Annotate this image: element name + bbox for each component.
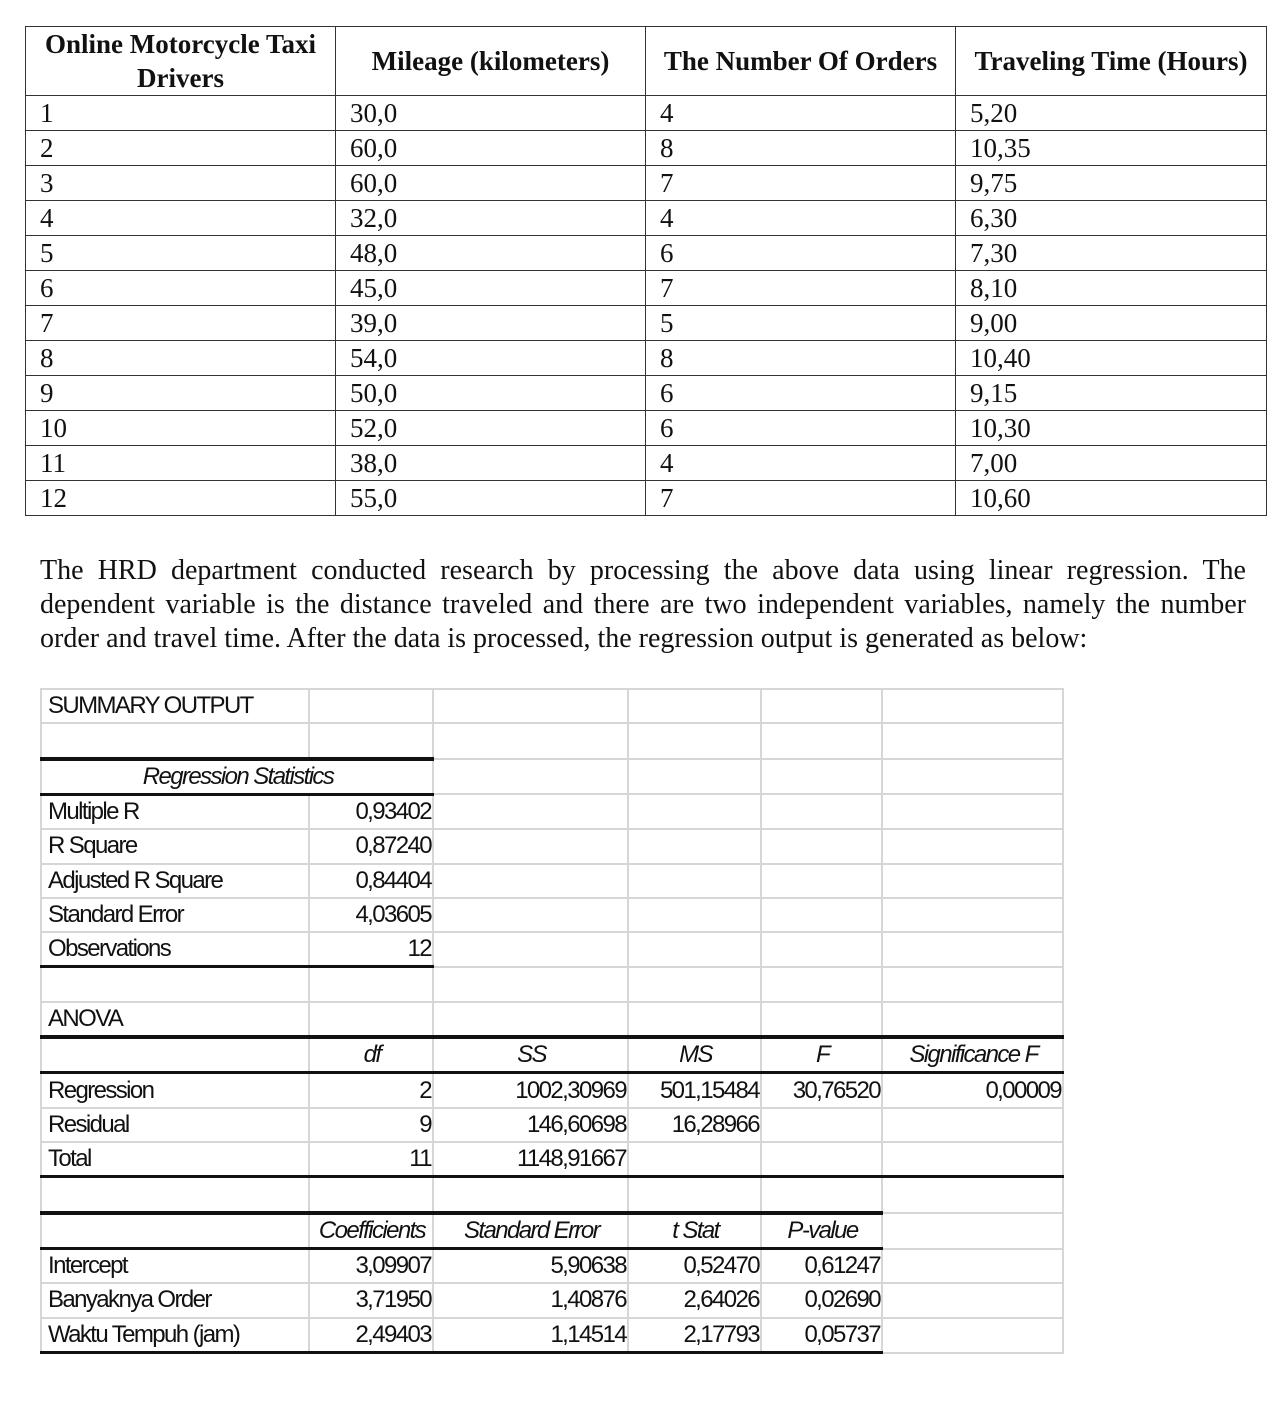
anova-df: 2 (309, 1073, 433, 1108)
sheet-row (41, 1283, 1063, 1317)
anova-header-ss: SS (433, 1037, 628, 1073)
mileage-cell: 30,0 (336, 96, 646, 131)
empty-cell (309, 689, 433, 723)
empty-cell (433, 689, 628, 723)
travel-time-cell: 9,75 (956, 166, 1267, 201)
anova-row-label: Residual (41, 1108, 309, 1142)
orders-cell: 4 (646, 96, 956, 131)
empty-cell (882, 759, 1063, 795)
driver-number: 10 (26, 411, 336, 446)
driver-number: 9 (26, 376, 336, 411)
sheet-row (41, 1142, 1063, 1177)
coef-standard-error: 1,14514 (433, 1318, 628, 1353)
driver-number: 7 (26, 306, 336, 341)
anova-ms: 501,15484 (628, 1073, 761, 1108)
anova-row-label: Total (41, 1142, 309, 1177)
coef-row-label: Waktu Tempuh (jam) (41, 1318, 309, 1353)
orders-cell: 6 (646, 411, 956, 446)
stat-label: R Square (41, 829, 309, 863)
empty-cell (628, 864, 761, 898)
mileage-cell: 32,0 (336, 201, 646, 236)
anova-f (761, 1142, 882, 1177)
travel-time-cell: 7,00 (956, 446, 1267, 481)
mileage-cell: 50,0 (336, 376, 646, 411)
anova-ss: 146,60698 (433, 1108, 628, 1142)
orders-cell: 7 (646, 271, 956, 306)
empty-cell (882, 1249, 1063, 1284)
orders-cell: 5 (646, 306, 956, 341)
sheet-row (41, 794, 1063, 829)
travel-time-cell: 5,20 (956, 96, 1267, 131)
empty-cell (761, 759, 882, 795)
stat-value: 0,87240 (309, 829, 433, 863)
empty-cell (433, 1002, 628, 1037)
empty-cell (882, 689, 1063, 723)
driver-number: 11 (26, 446, 336, 481)
mileage-cell: 45,0 (336, 271, 646, 306)
empty-cell (882, 723, 1063, 758)
empty-cell (761, 1177, 882, 1213)
travel-time-cell: 10,40 (956, 341, 1267, 376)
driver-number: 6 (26, 271, 336, 306)
table-row (26, 236, 1267, 271)
sheet-row (41, 1002, 1063, 1037)
coef-standard-error: 1,40876 (433, 1283, 628, 1317)
regression-statistics-heading: Regression Statistics (41, 759, 433, 795)
anova-df: 11 (309, 1142, 433, 1177)
sheet-row (41, 898, 1063, 932)
empty-cell (882, 1283, 1063, 1317)
anova-row-label: Regression (41, 1073, 309, 1108)
orders-cell: 4 (646, 446, 956, 481)
sheet-row (41, 1318, 1063, 1353)
empty-cell (309, 1177, 433, 1213)
coef-p-value: 0,61247 (761, 1249, 882, 1284)
driver-number: 4 (26, 201, 336, 236)
empty-cell (433, 794, 628, 829)
travel-time-cell: 10,30 (956, 411, 1267, 446)
driver-number: 8 (26, 341, 336, 376)
orders-cell: 8 (646, 131, 956, 166)
table-row (26, 376, 1267, 411)
anova-significance-f (882, 1108, 1063, 1142)
empty-cell (882, 932, 1063, 967)
sheet-row (41, 1108, 1063, 1142)
coef-header-standard-error: Standard Error (433, 1213, 628, 1249)
stat-value: 0,84404 (309, 864, 433, 898)
coef-value: 2,49403 (309, 1318, 433, 1353)
travel-time-cell: 7,30 (956, 236, 1267, 271)
empty-cell (882, 1318, 1063, 1353)
driver-number: 1 (26, 96, 336, 131)
empty-cell (628, 759, 761, 795)
coef-header-p-value: P-value (761, 1213, 882, 1249)
empty-cell (41, 967, 309, 1002)
mileage-cell: 39,0 (336, 306, 646, 341)
empty-cell (628, 829, 761, 863)
table-row (26, 201, 1267, 236)
empty-cell (433, 967, 628, 1002)
anova-header-ms: MS (628, 1037, 761, 1073)
table-header-row (26, 27, 1267, 96)
stat-value: 12 (309, 932, 433, 967)
mileage-cell: 55,0 (336, 481, 646, 516)
empty-cell (309, 723, 433, 758)
orders-cell: 7 (646, 481, 956, 516)
coef-row-label: Intercept (41, 1249, 309, 1284)
header-orders: The Number Of Orders (646, 27, 956, 96)
table-row (26, 131, 1267, 166)
empty-cell (41, 1213, 309, 1249)
anova-ms (628, 1142, 761, 1177)
mileage-cell: 38,0 (336, 446, 646, 481)
stat-label: Adjusted R Square (41, 864, 309, 898)
driver-data-table (25, 26, 1267, 516)
empty-cell (41, 1177, 309, 1213)
empty-cell (433, 932, 628, 967)
sheet-row (41, 1177, 1063, 1213)
empty-cell (761, 829, 882, 863)
header-mileage: Mileage (kilometers) (336, 27, 646, 96)
empty-cell (628, 1002, 761, 1037)
empty-cell (882, 794, 1063, 829)
empty-cell (433, 864, 628, 898)
anova-header-df: df (309, 1037, 433, 1073)
coef-t-stat: 2,64026 (628, 1283, 761, 1317)
mileage-cell: 48,0 (336, 236, 646, 271)
sheet-row (41, 1037, 1063, 1073)
empty-cell (761, 967, 882, 1002)
header-drivers: Online Motorcycle Taxi Drivers (26, 27, 336, 96)
empty-cell (761, 932, 882, 967)
sheet-row (41, 689, 1063, 723)
travel-time-cell: 10,35 (956, 131, 1267, 166)
driver-number: 3 (26, 166, 336, 201)
orders-cell: 6 (646, 376, 956, 411)
anova-ss: 1002,30969 (433, 1073, 628, 1108)
travel-time-cell: 8,10 (956, 271, 1267, 306)
stat-value: 4,03605 (309, 898, 433, 932)
anova-f: 30,76520 (761, 1073, 882, 1108)
driver-number: 2 (26, 131, 336, 166)
orders-cell: 4 (646, 201, 956, 236)
empty-cell (761, 723, 882, 758)
orders-cell: 6 (646, 236, 956, 271)
stat-label: Multiple R (41, 794, 309, 829)
coef-p-value: 0,02690 (761, 1283, 882, 1317)
empty-cell (882, 1177, 1063, 1213)
driver-number: 5 (26, 236, 336, 271)
table-row (26, 96, 1267, 131)
empty-cell (41, 723, 309, 758)
regression-summary-sheet (40, 688, 1064, 1354)
travel-time-cell: 9,00 (956, 306, 1267, 341)
sheet-row (41, 829, 1063, 863)
travel-time-cell: 10,60 (956, 481, 1267, 516)
empty-cell (761, 794, 882, 829)
table-row (26, 166, 1267, 201)
empty-cell (882, 1213, 1063, 1249)
sheet-row (41, 1249, 1063, 1284)
empty-cell (628, 1177, 761, 1213)
anova-header-f: F (761, 1037, 882, 1073)
sheet-row (41, 1073, 1063, 1108)
anova-ms: 16,28966 (628, 1108, 761, 1142)
description-paragraph: The HRD department conducted research by processing the above data using linear regression. The dependent variable is the distance traveled and there are two independent variables, namely the number order and travel time. After the data is processed, the regression output is generated as below: (40, 555, 1246, 654)
empty-cell (882, 829, 1063, 863)
anova-header-significance-f: Significance F (882, 1037, 1063, 1073)
coef-header-coefficients: Coefficients (309, 1213, 433, 1249)
mileage-cell: 54,0 (336, 341, 646, 376)
coef-standard-error: 5,90638 (433, 1249, 628, 1284)
table-row (26, 481, 1267, 516)
empty-cell (433, 759, 628, 795)
empty-cell (628, 967, 761, 1002)
empty-cell (41, 1037, 309, 1073)
mileage-cell: 60,0 (336, 166, 646, 201)
driver-number: 12 (26, 481, 336, 516)
anova-ss: 1148,91667 (433, 1142, 628, 1177)
sheet-row (41, 967, 1063, 1002)
table-row (26, 446, 1267, 481)
table-row (26, 341, 1267, 376)
empty-cell (433, 1177, 628, 1213)
sheet-row (41, 723, 1063, 758)
table-row (26, 411, 1267, 446)
empty-cell (628, 689, 761, 723)
anova-significance-f: 0,00009 (882, 1073, 1063, 1108)
empty-cell (761, 898, 882, 932)
empty-cell (882, 898, 1063, 932)
empty-cell (309, 1002, 433, 1037)
header-travel-time: Traveling Time (Hours) (956, 27, 1267, 96)
coef-value: 3,09907 (309, 1249, 433, 1284)
coef-t-stat: 0,52470 (628, 1249, 761, 1284)
coef-row-label: Banyaknya Order (41, 1283, 309, 1317)
empty-cell (309, 967, 433, 1002)
table-row (26, 306, 1267, 341)
anova-significance-f (882, 1142, 1063, 1177)
stat-label: Observations (41, 932, 309, 967)
empty-cell (628, 932, 761, 967)
stat-value: 0,93402 (309, 794, 433, 829)
orders-cell: 7 (646, 166, 956, 201)
empty-cell (882, 1002, 1063, 1037)
empty-cell (761, 864, 882, 898)
sheet-row (41, 932, 1063, 967)
coef-header-t-stat: t Stat (628, 1213, 761, 1249)
empty-cell (628, 898, 761, 932)
empty-cell (882, 967, 1063, 1002)
empty-cell (628, 723, 761, 758)
empty-cell (433, 723, 628, 758)
stat-label: Standard Error (41, 898, 309, 932)
coef-value: 3,71950 (309, 1283, 433, 1317)
anova-f (761, 1108, 882, 1142)
sheet-row (41, 864, 1063, 898)
empty-cell (433, 829, 628, 863)
travel-time-cell: 6,30 (956, 201, 1267, 236)
orders-cell: 8 (646, 341, 956, 376)
empty-cell (433, 898, 628, 932)
summary-output-title: SUMMARY OUTPUT (41, 689, 309, 723)
sheet-row (41, 1213, 1063, 1249)
empty-cell (628, 794, 761, 829)
mileage-cell: 52,0 (336, 411, 646, 446)
sheet-row (41, 759, 1063, 795)
empty-cell (761, 1002, 882, 1037)
mileage-cell: 60,0 (336, 131, 646, 166)
anova-title: ANOVA (41, 1002, 309, 1037)
empty-cell (761, 689, 882, 723)
anova-df: 9 (309, 1108, 433, 1142)
coef-p-value: 0,05737 (761, 1318, 882, 1353)
coef-t-stat: 2,17793 (628, 1318, 761, 1353)
empty-cell (882, 864, 1063, 898)
table-row (26, 271, 1267, 306)
travel-time-cell: 9,15 (956, 376, 1267, 411)
